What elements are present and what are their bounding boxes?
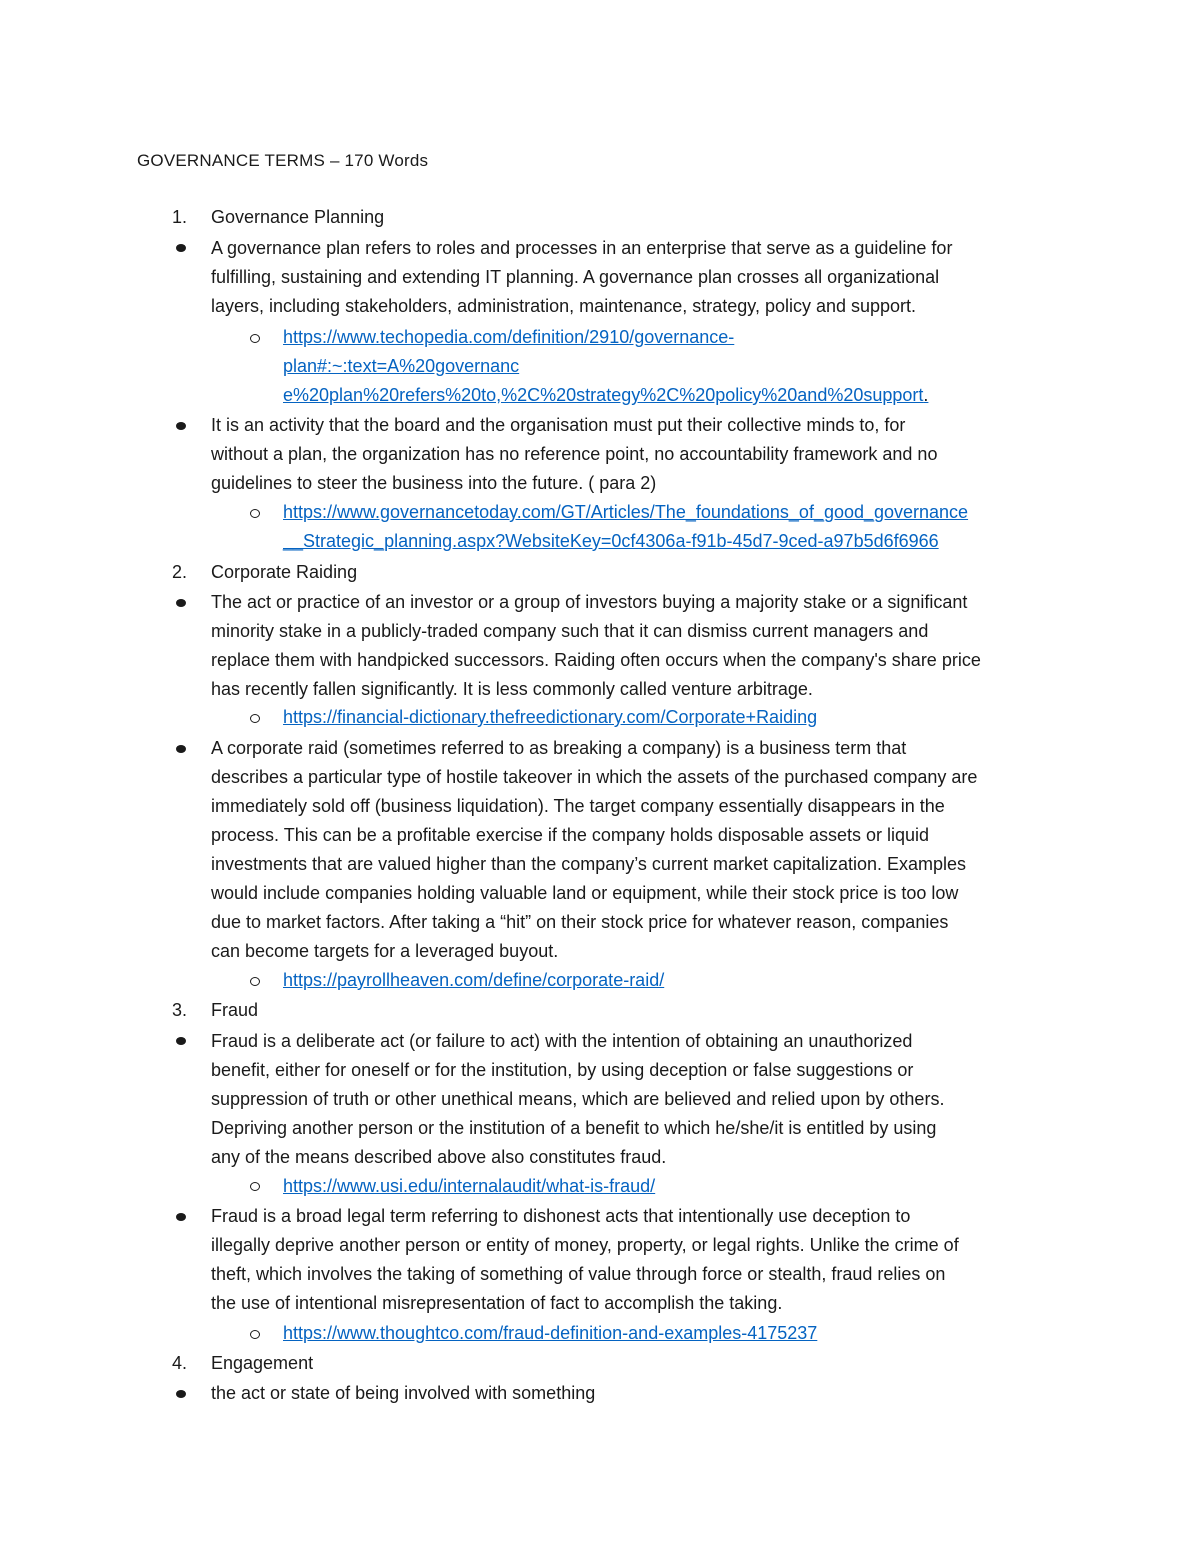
bullet-icon bbox=[176, 599, 186, 607]
link-text[interactable]: e%20plan%20refers%20to,%2C%20strategy%2C%20policy%20and%20support bbox=[283, 385, 924, 405]
link-techopedia[interactable] bbox=[283, 381, 928, 410]
paragraph-line: without a plan, the organization has no reference point, no accountability framework and no bbox=[211, 444, 938, 464]
bullet-icon bbox=[176, 745, 186, 753]
paragraph-line: A governance plan refers to roles and processes in an enterprise that serve as a guideline for bbox=[211, 238, 953, 258]
paragraph-line: replace them with handpicked successors. Raiding often occurs when the company's share price bbox=[211, 650, 981, 670]
paragraph-line: process. This can be a profitable exercise if the company holds disposable assets or liquid bbox=[211, 825, 930, 845]
paragraph-line: theft, which involves the taking of something of value through force or stealth, fraud relies on bbox=[211, 1264, 946, 1284]
bullet-icon bbox=[176, 1213, 186, 1221]
paragraph-line: Fraud is a broad legal term referring to dishonest acts that intentionally use deception to bbox=[211, 1206, 911, 1226]
section-2-heading: Corporate Raiding bbox=[211, 562, 358, 582]
link-governancetoday[interactable]: https://www.governancetoday.com/GT/Articles/The_foundations_of_good_governance bbox=[283, 502, 969, 522]
link-governancetoday[interactable]: __Strategic_planning.aspx?WebsiteKey=0cf4306a-f91b-45d7-9ced-a97b5d6f6966 bbox=[283, 531, 939, 551]
paragraph-line: would include companies holding valuable land or equipment, while their stock price is too low bbox=[211, 883, 959, 903]
bullet-icon bbox=[176, 244, 186, 252]
circle-bullet-icon bbox=[250, 509, 260, 518]
paragraph-line: the act or state of being involved with something bbox=[211, 1383, 596, 1403]
paragraph-line: guidelines to steer the business into the future. ( para 2) bbox=[211, 473, 657, 493]
link-techopedia[interactable]: https://www.techopedia.com/definition/2910/governance- bbox=[283, 327, 735, 347]
paragraph-line: The act or practice of an investor or a group of investors buying a majority stake or a significant bbox=[211, 592, 968, 612]
link-thefreedictionary[interactable]: https://financial-dictionary.thefreedictionary.com/Corporate+Raiding bbox=[283, 707, 818, 727]
paragraph-line: any of the means described above also constitutes fraud. bbox=[211, 1147, 667, 1167]
bullet-icon bbox=[176, 422, 186, 430]
paragraph-line: Fraud is a deliberate act (or failure to act) with the intention of obtaining an unauthorized bbox=[211, 1031, 913, 1051]
circle-bullet-icon bbox=[250, 714, 260, 723]
paragraph-line: Depriving another person or the institution of a benefit to which he/she/it is entitled by using bbox=[211, 1118, 937, 1138]
link-techopedia[interactable]: plan#:~:text=A%20governanc bbox=[283, 356, 520, 376]
link-trailing-period: . bbox=[923, 385, 929, 405]
section-1-heading: Governance Planning bbox=[211, 207, 385, 227]
link-usi[interactable]: https://www.usi.edu/internalaudit/what-is-fraud/ bbox=[283, 1176, 656, 1196]
bullet-icon bbox=[176, 1390, 186, 1398]
paragraph-line: investments that are valued higher than the company’s current market capitalization. Examples bbox=[211, 854, 967, 874]
paragraph-line: minority stake in a publicly-traded company such that it can dismiss current managers and bbox=[211, 621, 929, 641]
section-2-number: 2. bbox=[172, 562, 188, 582]
paragraph-line: immediately sold off (business liquidation). The target company essentially disappears in the bbox=[211, 796, 945, 816]
paragraph-line: describes a particular type of hostile takeover in which the assets of the purchased company are bbox=[211, 767, 978, 787]
circle-bullet-icon bbox=[250, 1330, 260, 1339]
section-4-number: 4. bbox=[172, 1353, 188, 1373]
circle-bullet-icon bbox=[250, 334, 260, 343]
paragraph-line: due to market factors. After taking a “hit” on their stock price for whatever reason, companies bbox=[211, 912, 949, 932]
section-1-number: 1. bbox=[172, 207, 188, 227]
section-3-number: 3. bbox=[172, 1000, 188, 1020]
paragraph-line: A corporate raid (sometimes referred to as breaking a company) is a business term that bbox=[211, 738, 907, 758]
paragraph-line: can become targets for a leveraged buyout. bbox=[211, 941, 559, 961]
circle-bullet-icon bbox=[250, 977, 260, 986]
paragraph-line: It is an activity that the board and the organisation must put their collective minds to, for bbox=[211, 415, 906, 435]
paragraph-line: benefit, either for oneself or for the institution, by using deception or false suggestions or bbox=[211, 1060, 914, 1080]
bullet-icon bbox=[176, 1037, 186, 1045]
section-3-heading: Fraud bbox=[211, 1000, 259, 1020]
link-payrollheaven[interactable]: https://payrollheaven.com/define/corporate-raid/ bbox=[283, 970, 665, 990]
section-4-heading: Engagement bbox=[211, 1353, 314, 1373]
circle-bullet-icon bbox=[250, 1182, 260, 1191]
paragraph-line: fulfilling, sustaining and extending IT planning. A governance plan crosses all organizational bbox=[211, 267, 940, 287]
paragraph-line: has recently fallen significantly. It is less commonly called venture arbitrage. bbox=[211, 679, 813, 699]
paragraph-line: suppression of truth or other unethical means, which are believed and relied upon by others. bbox=[211, 1089, 945, 1109]
document-title: GOVERNANCE TERMS – 170 Words bbox=[137, 151, 429, 170]
link-thoughtco[interactable]: https://www.thoughtco.com/fraud-definition-and-examples-4175237 bbox=[283, 1323, 818, 1343]
paragraph-line: the use of intentional misrepresentation of fact to accomplish the taking. bbox=[211, 1293, 783, 1313]
paragraph-line: illegally deprive another person or entity of money, property, or legal rights. Unlike the crime of bbox=[211, 1235, 959, 1255]
paragraph-line: layers, including stakeholders, administration, maintenance, strategy, policy and support. bbox=[211, 296, 917, 316]
